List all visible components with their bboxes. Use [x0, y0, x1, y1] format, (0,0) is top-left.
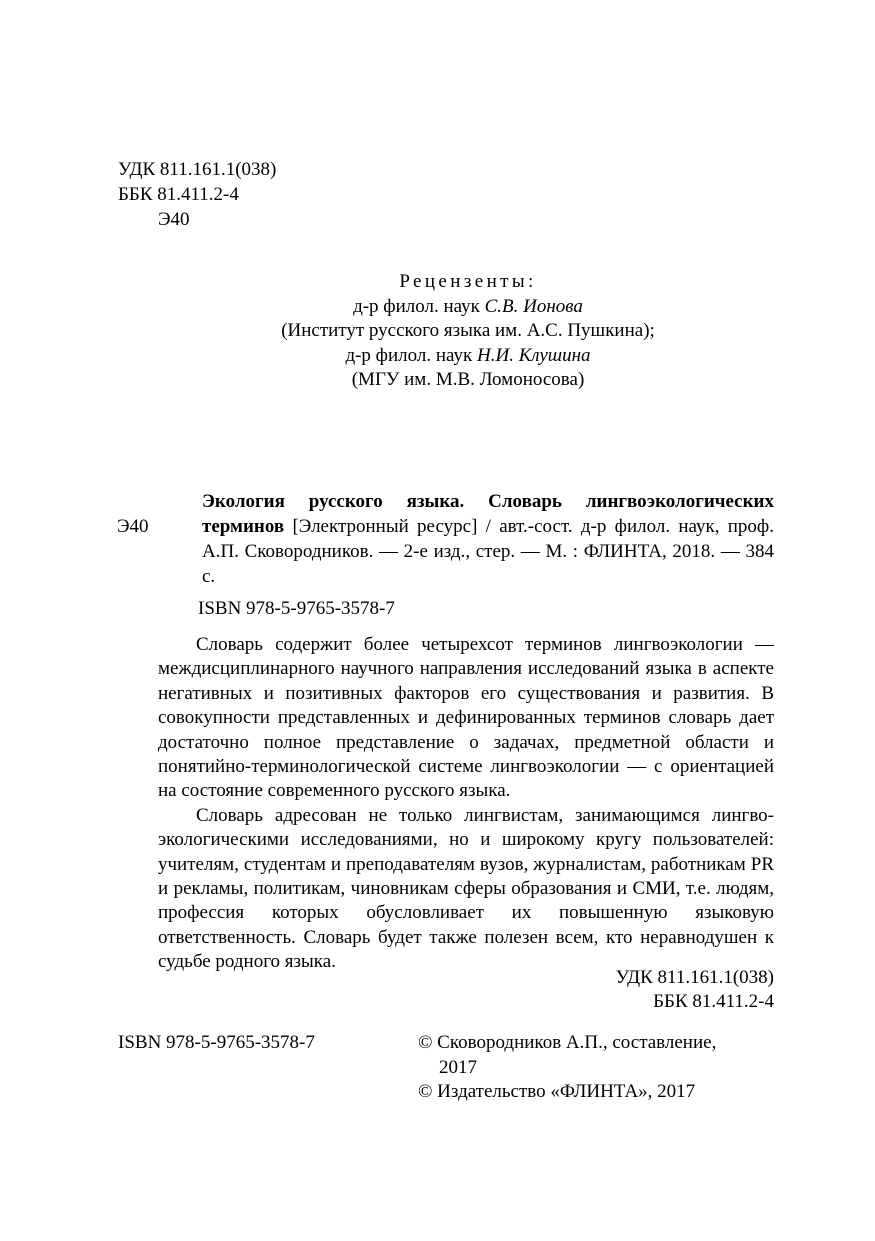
reviewer-2-degree: д-р филол. наук	[345, 344, 477, 366]
annotation-paragraph-1: Словарь содержит более четырехсот терминов лингвоэкологии — междисциплинарного научного направления исследований языка в аспекте негативных и позитивных факторов его существования и развития. В совокупности представленных и дефинированных терминов словарь дает достаточно полное представление о задачах, предметной области и понятийно-терминологической системе лингвоэкологии — с ориентацией на состояние современного русского языка.	[158, 634, 774, 802]
entry-title: Экология русского языка. Словарь лингвоэкологических терминов	[202, 491, 774, 537]
reviewer-1-name: С.В. Ионова	[484, 295, 583, 317]
annotation	[158, 633, 774, 975]
footer-bbk: ББК 81.411.2-4	[653, 991, 774, 1012]
footer-isbn: ISBN 978-5-9765-3578-7	[118, 1032, 315, 1053]
reviewer-2-affiliation: (МГУ им. М.В. Ломоносова)	[351, 369, 585, 390]
copyright-compiler-year: 2017	[439, 1056, 477, 1078]
reviewer-1-affiliation: (Институт русского языка им. А.С. Пушкина);	[281, 320, 655, 341]
copyright-publisher: © Издательство «ФЛИНТА», 2017	[418, 1081, 696, 1102]
reviewers-block	[218, 270, 718, 393]
reviewer-2	[218, 344, 718, 369]
reviewers-title: Рецензенты:	[399, 271, 537, 292]
author-mark: Э40	[158, 209, 190, 230]
entry-details: [Электронный ресурс] / авт.-сост. д-р филол. наук, проф. А.П. Сковородников. — 2-е изд., стер. — М. : ФЛИНТА, 2018. — 384 с.	[202, 516, 774, 587]
copyright-compiler: © Сковородников А.П., составление,	[418, 1032, 717, 1053]
entry-isbn: ISBN 978-5-9765-3578-7	[198, 598, 395, 619]
footer-classification	[616, 966, 774, 1014]
reviewer-1	[218, 295, 718, 320]
entry-text	[158, 489, 774, 589]
udk-code: УДК 811.161.1(038)	[118, 159, 277, 180]
copyright-block	[418, 1031, 716, 1105]
annotation-paragraph-2: Словарь адресован не только лингвистам, занимающимся лингвоэкологическими исследованиями, но и широкому кругу пользователей: учителям, студентам и преподавателям вузов, журналистам, работникам PR и рекламы, политикам, чиновникам сферы образования и СМИ, т.е. людям, профессия которых обусловливает их повышенную языковую ответственность. Словарь будет также полезен всем, кто неравнодушен к судьбе родного языка.	[158, 804, 774, 973]
bbk-code: ББК 81.411.2-4	[118, 184, 239, 205]
bibliographic-entry	[158, 489, 774, 589]
footer-udk: УДК 811.161.1(038)	[615, 967, 774, 988]
reviewer-1-degree: д-р филол. наук	[353, 295, 485, 317]
entry-author-mark: Э40	[117, 516, 149, 537]
reviewer-2-name: Н.И. Клушина	[477, 344, 591, 366]
